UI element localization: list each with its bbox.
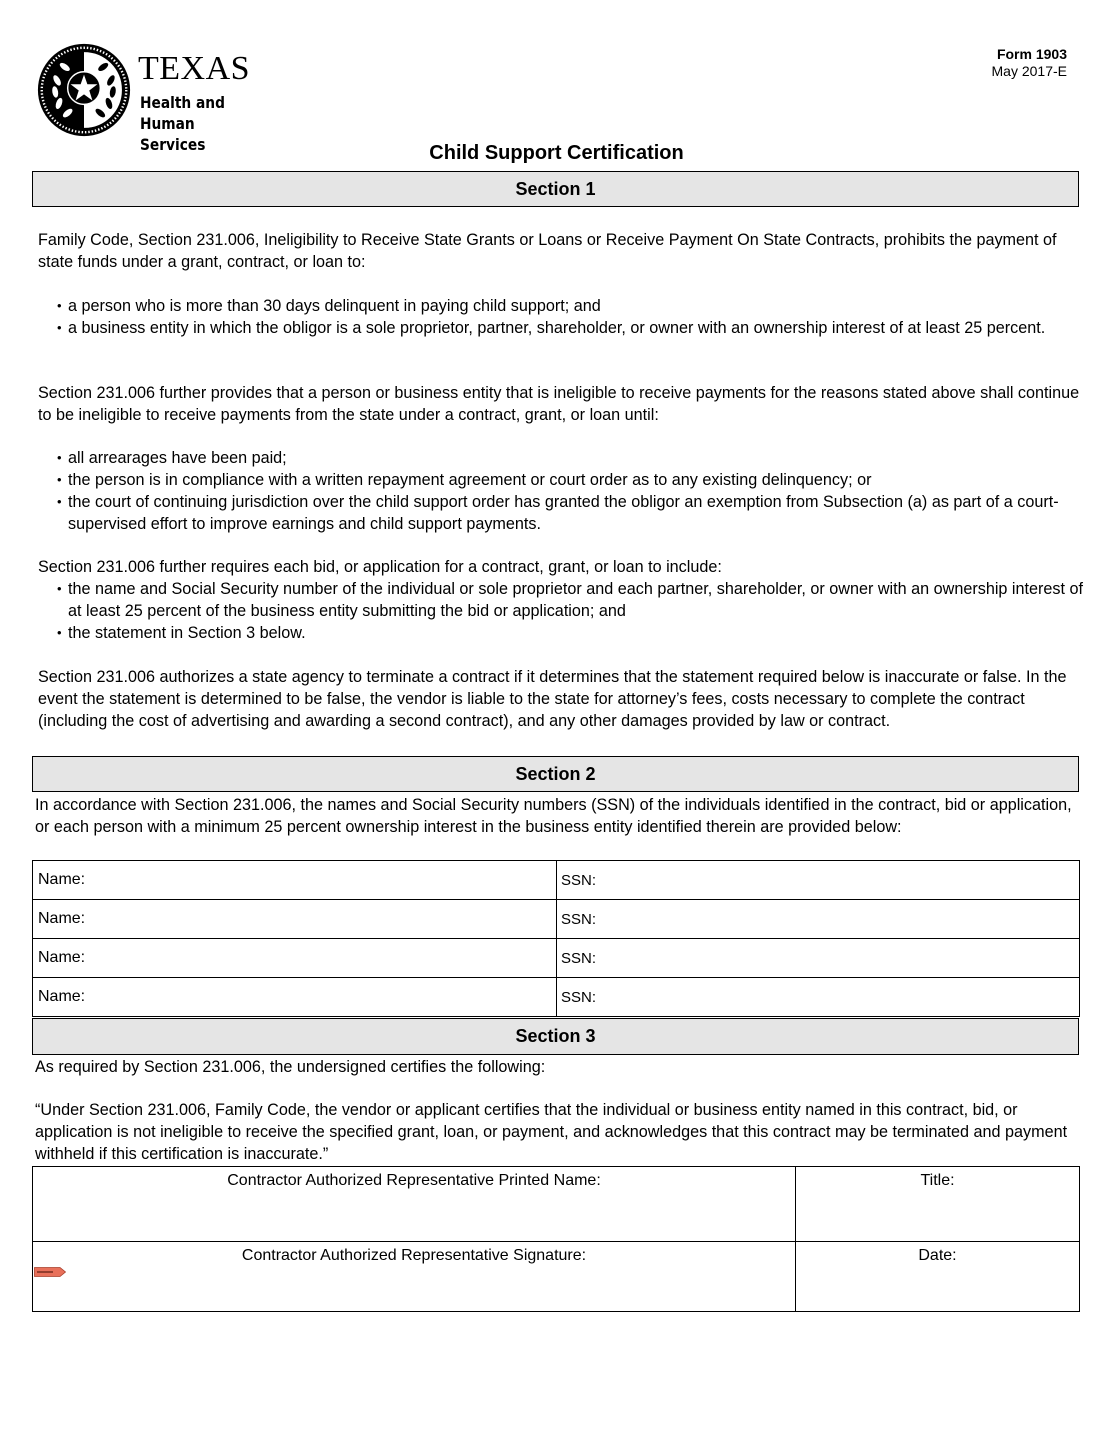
list-item: • a business entity in which the obligor is a sole proprietor, partner, shareholder, or owner with an ownership interest of at least 25 percent. [38, 317, 1083, 339]
signature-label: Contractor Authorized Representative Signature: [241, 1247, 587, 1264]
name-field[interactable] [33, 900, 557, 939]
list-item: • a person who is more than 30 days delinquent in paying child support; and [38, 295, 1083, 317]
ssn-label: SSN: [561, 910, 597, 928]
name-label: Name: [38, 949, 86, 966]
brand-line-2: Services [140, 135, 206, 154]
section-1-intro: Family Code, Section 231.006, Ineligibility to Receive State Grants or Loans or Receive Payment On State Contracts, prohibits the payment of state funds under a grant, contract, or loan to: [38, 231, 1057, 271]
hhs-logo [36, 42, 296, 154]
section-2-header: Section 2 [32, 756, 1079, 792]
list-item: • the name and Social Security number of the individual or sole proprietor and each partner, shareholder, or owner with an ownership interest of at least 25 percent of the business entity submitting the bid or application; and [38, 578, 1083, 622]
table-row [33, 978, 1080, 1017]
sign-here-flag-icon[interactable] [34, 1267, 66, 1277]
ssn-field[interactable] [557, 900, 1080, 939]
list-item: • the court of continuing jurisdiction over the child support order has granted the obligor an exemption from Subsection (a) as part of a court-supervised effort to improve earnings and child support payments. [38, 491, 1083, 535]
list-item: • the person is in compliance with a written repayment agreement or court order as to any existing delinquency; or [38, 469, 1083, 491]
ssn-label: SSN: [561, 949, 597, 967]
name-field[interactable] [33, 978, 557, 1017]
name-label: Name: [38, 988, 86, 1005]
page-title: Child Support Certification [429, 142, 684, 164]
table-row [33, 1242, 1080, 1312]
texas-star-seal-icon [36, 42, 132, 138]
form-revision: May 2017-E [991, 63, 1067, 79]
title-label: Title: [920, 1172, 955, 1189]
name-label: Name: [38, 871, 86, 888]
title-field[interactable] [796, 1167, 1080, 1242]
printed-name-field[interactable] [33, 1167, 796, 1242]
list-item: • the statement in Section 3 below. [38, 622, 1083, 644]
ssn-field[interactable] [557, 978, 1080, 1017]
section-1-header: Section 1 [32, 171, 1079, 207]
signature-field[interactable] [33, 1242, 796, 1312]
form-number: Form 1903 [996, 46, 1067, 62]
requirements-list [38, 578, 1083, 644]
prohibited-list [38, 295, 1083, 339]
table-row [33, 939, 1080, 978]
ssn-label: SSN: [561, 988, 597, 1006]
ssn-field[interactable] [557, 861, 1080, 900]
table-row [33, 1167, 1080, 1242]
brand-texas: TEXAS [138, 50, 251, 87]
section-3-intro: As required by Section 231.006, the undersigned certifies the following: [35, 1058, 546, 1076]
section-1-termination: Section 231.006 authorizes a state agency to terminate a contract if it determines that the statement required below is inaccurate or false. In the event the statement is determined to be false, the vendor is liable to the state for attorney’s fees, costs necessary to complete the contract (including the cost of advertising and awarding a second contract), and any other damages provided by law or contract. [38, 668, 1067, 730]
name-field[interactable] [33, 939, 557, 978]
signature-table [32, 1166, 1080, 1312]
form-meta [992, 46, 1067, 80]
name-label: Name: [38, 910, 86, 927]
section-3-header: Section 3 [32, 1018, 1079, 1055]
date-label: Date: [918, 1247, 957, 1264]
brand-line-1: Health and Human [140, 93, 225, 133]
certification-statement: “Under Section 231.006, Family Code, the vendor or applicant certifies that the individual or business entity named in this contract, bid, or application is not ineligible to receive the specified grant, loan, or payment, and acknowledges that this contract may be terminated and payment withheld if this certification is inaccurate.” [35, 1101, 1068, 1163]
section-1-requires: Section 231.006 further requires each bid, or application for a contract, grant, or loan to include: [38, 558, 722, 576]
printed-name-label: Contractor Authorized Representative Printed Name: [227, 1172, 601, 1189]
table-row [33, 900, 1080, 939]
name-field[interactable] [33, 861, 557, 900]
owners-table [32, 860, 1080, 1017]
date-field[interactable] [796, 1242, 1080, 1312]
list-item: • all arrearages have been paid; [38, 447, 1083, 469]
table-row [33, 861, 1080, 900]
until-conditions-list [38, 447, 1083, 535]
ssn-label: SSN: [561, 871, 597, 889]
ssn-field[interactable] [557, 939, 1080, 978]
section-2-intro: In accordance with Section 231.006, the names and Social Security numbers (SSN) of the individuals identified in the contract, bid or application, or each person with a minimum 25 percent ownership interest in the business entity identified therein are provided below: [35, 796, 1072, 836]
section-1-continued: Section 231.006 further provides that a person or business entity that is ineligible to receive payments for the reasons stated above shall continue to be ineligible to receive payments from the state under a contract, grant, or loan until: [38, 384, 1080, 424]
